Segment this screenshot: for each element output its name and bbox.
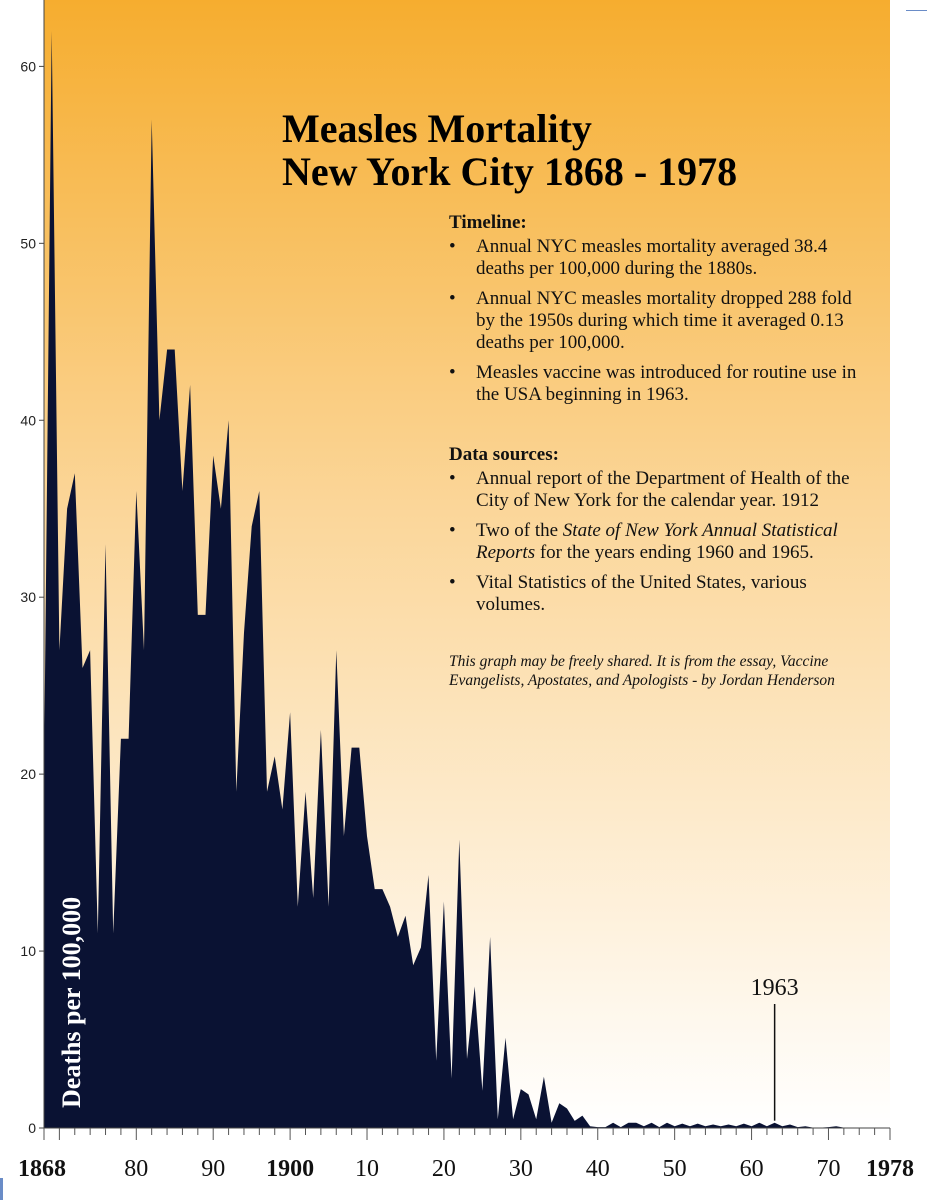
x-tick-label: 20 <box>431 1156 456 1182</box>
x-ticks <box>44 1128 890 1140</box>
bullet-icon: • <box>449 572 456 593</box>
list-item <box>449 362 869 406</box>
y-tick-label: 50 <box>20 235 36 252</box>
sources-list <box>449 468 869 616</box>
x-tick-label: 40 <box>585 1156 610 1182</box>
list-item <box>449 520 869 564</box>
x-tick-label: 80 <box>124 1156 149 1182</box>
corner-mark-left <box>0 1178 3 1200</box>
chart-title-line-1: Measles Mortality <box>282 106 592 151</box>
y-ticks <box>20 58 44 1136</box>
x-tick-label: 70 <box>816 1156 841 1182</box>
y-tick-label: 60 <box>20 58 36 75</box>
info-panel <box>449 212 869 690</box>
bullet-icon: • <box>449 520 456 541</box>
x-tick-label: 1868 <box>18 1156 66 1182</box>
list-item <box>449 236 869 280</box>
source-item-text: Annual report of the Department of Health of the City of New York for the calendar year. 1912 <box>476 468 850 511</box>
list-item <box>449 468 869 512</box>
source-item-text: Two of the State of New York Annual Statistical Reports for the years ending 1960 and 1965. <box>476 520 838 563</box>
x-tick-label: 10 <box>355 1156 380 1182</box>
x-tick-label: 50 <box>662 1156 687 1182</box>
x-tick-label: 90 <box>201 1156 226 1182</box>
x-tick-label: 1900 <box>266 1156 315 1182</box>
y-tick-label: 30 <box>20 589 36 606</box>
y-axis-label: Deaths per 100,000 <box>57 896 86 1108</box>
annotation-label: 1963 <box>750 975 799 1001</box>
timeline-list <box>449 236 869 406</box>
timeline-item-text: Annual NYC measles mortality averaged 38.4 deaths per 100,000 during the 1880s. <box>476 236 828 279</box>
x-tick-label: 60 <box>739 1156 764 1182</box>
sources-heading: Data sources: <box>449 444 559 465</box>
share-note: This graph may be freely shared. It is from the essay, Vaccine Evangelists, Apostates, and Apologists - by Jordan Henderson <box>449 653 835 689</box>
x-tick-labels <box>18 1156 914 1182</box>
list-item <box>449 572 869 616</box>
corner-mark <box>906 0 927 11</box>
bullet-icon: • <box>449 362 456 383</box>
source-item-text: Vital Statistics of the United States, various volumes. <box>476 572 807 615</box>
bullet-icon: • <box>449 288 456 309</box>
bullet-icon: • <box>449 236 456 257</box>
chart-title-line-2: New York City 1868 - 1978 <box>282 149 738 194</box>
timeline-item-text: Measles vaccine was introduced for routine use in the USA beginning in 1963. <box>476 362 857 405</box>
x-tick-label: 30 <box>508 1156 533 1182</box>
x-tick-label: 1978 <box>866 1156 914 1182</box>
bullet-icon: • <box>449 468 456 489</box>
y-tick-label: 10 <box>20 943 36 960</box>
timeline-item-text: Annual NYC measles mortality dropped 288 fold by the 1950s during which time it averaged 0.13 deaths per 100,000. <box>476 288 852 353</box>
source-title-italic: State of New York Annual Statistical Reports <box>476 520 838 563</box>
y-tick-label: 20 <box>20 766 36 783</box>
list-item <box>449 288 869 354</box>
y-tick-label: 40 <box>20 412 36 429</box>
timeline-heading: Timeline: <box>449 212 527 233</box>
y-tick-label: 0 <box>28 1120 36 1136</box>
